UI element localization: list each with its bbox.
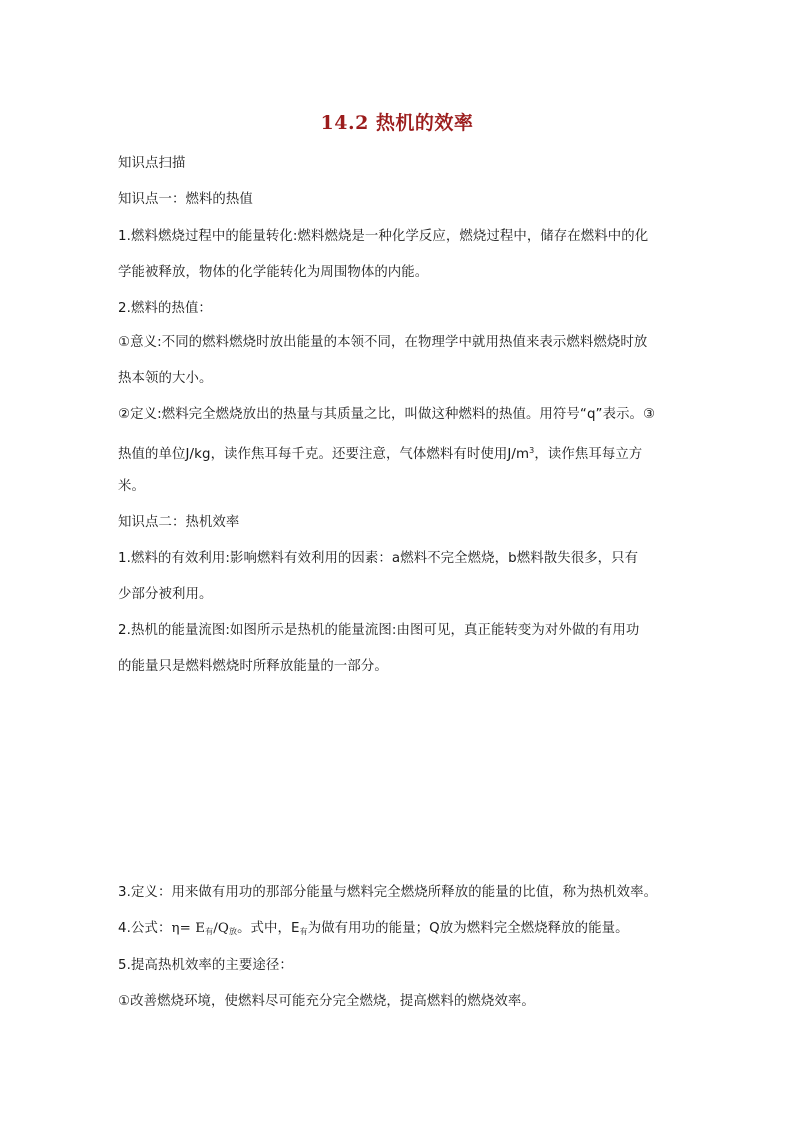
paragraph-line: ①意义:不同的燃料燃烧时放出能量的本领不同，在物理学中就用热值来表示燃料燃烧时放: [118, 335, 648, 350]
paragraph-line: 少部分被利用。: [118, 587, 213, 602]
paragraph-line: ②定义:燃料完全燃烧放出的热量与其质量之比，叫做这种燃料的热值。用符号“q”表示。③: [118, 407, 656, 422]
paragraph-line: 学能被释放，物体的化学能转化为周围物体的内能。: [118, 265, 429, 280]
heat-unit-text-end: ，读作焦耳每立方: [534, 447, 643, 462]
subscript-release: 放: [228, 927, 238, 936]
heat-value-unit-line: [118, 442, 642, 464]
paragraph-line: 1.燃料燃烧过程中的能量转化:燃料燃烧是一种化学反应，燃烧过程中，储存在燃料中的化: [118, 229, 649, 244]
formula-mid: 。式中，E: [237, 921, 300, 936]
formula-slash-q: /Q: [213, 921, 229, 936]
section-heading-overview: 知识点扫描: [118, 156, 186, 171]
paragraph-line: 2.热机的能量流图:如图所示是热机的能量流图:由图可见，真正能转变为对外做的有用功: [118, 623, 640, 638]
formula-tail: 为做有用功的能量；Q放为燃料完全燃烧释放的能量。: [307, 921, 629, 936]
formula-lead: 4.公式：: [118, 921, 172, 936]
formula-line: [118, 920, 629, 941]
paragraph-line: 2.燃料的热值：: [118, 301, 212, 316]
paragraph-line: 热本领的大小。: [118, 371, 213, 386]
energy-flow-figure-placeholder: [118, 690, 678, 860]
paragraph-line: 5.提高热机效率的主要途径：: [118, 958, 293, 973]
paragraph-line: 米。: [118, 479, 145, 494]
paragraph-line: 3.定义：用来做有用功的那部分能量与燃料完全燃烧所释放的能量的比值，称为热机效率。: [118, 885, 658, 900]
paragraph-line: 的能量只是燃料燃烧时所释放能量的一部分。: [118, 659, 388, 674]
paragraph-line: 1.燃料的有效利用:影响燃料有效利用的因素：a燃料不完全燃烧，b燃料散失很多，只有: [118, 551, 639, 566]
subscript-useful: 有: [205, 927, 214, 936]
knowledge-point-1-heading: 知识点一：燃料的热值: [118, 192, 253, 207]
heat-unit-text: 热值的单位J/kg，读作焦耳每千克。还要注意，气体燃料有时使用J/m: [118, 447, 530, 462]
paragraph-line: ①改善燃烧环境，使燃料尽可能充分完全燃烧，提高燃料的燃烧效率。: [118, 994, 535, 1009]
subscript-useful-2: 有: [299, 927, 308, 936]
page-title: 14.2 热机的效率: [320, 112, 474, 134]
superscript-3: 3: [529, 446, 535, 455]
knowledge-point-2-heading: 知识点二：热机效率: [118, 515, 240, 530]
formula-eta: η= E: [171, 921, 206, 936]
